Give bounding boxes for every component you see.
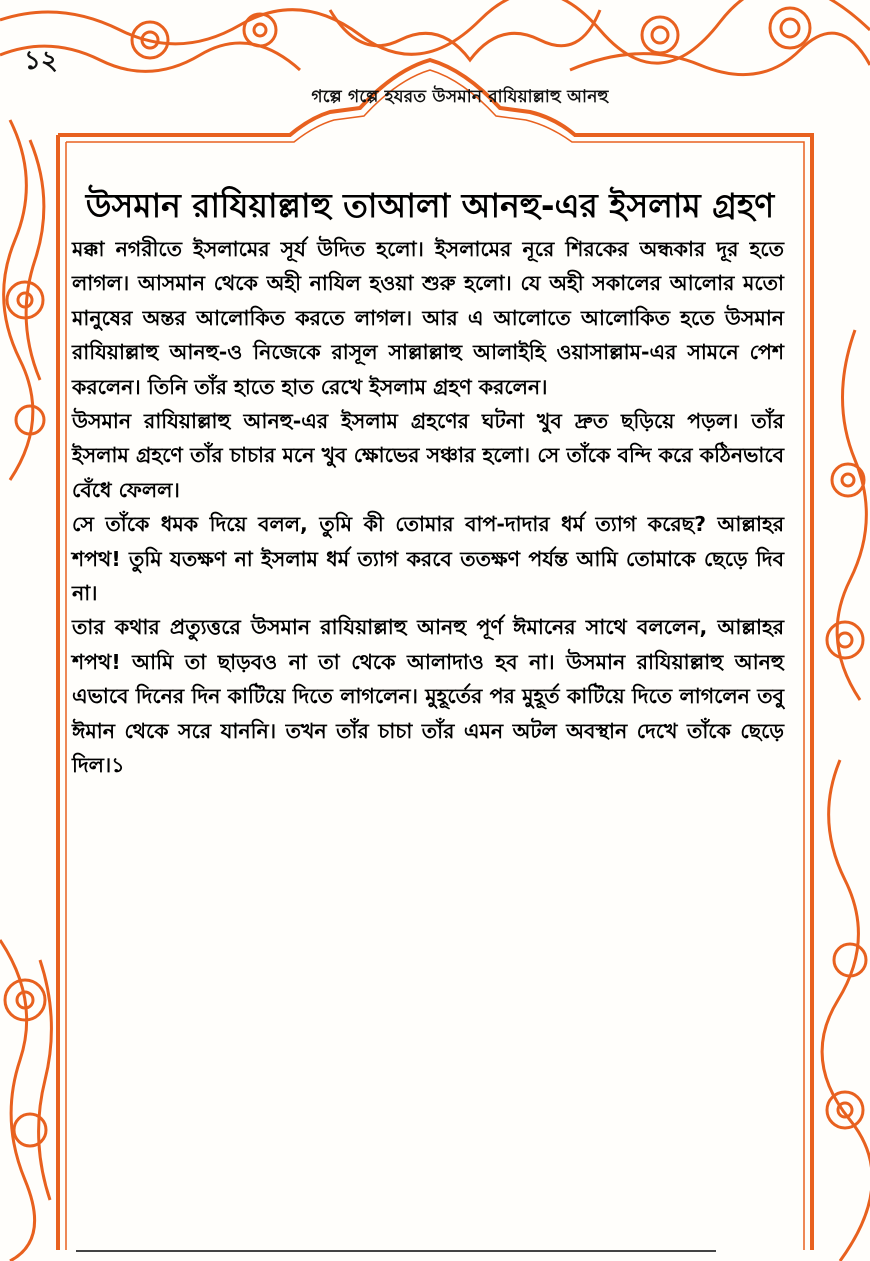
- paragraph-3: সে তাঁকে ধমক দিয়ে বলল, তুমি কী তোমার বাপ-দাদার ধর্ম ত্যাগ করেছ? আল্লাহর শপথ! তুমি যতক্ষণ না ইসলাম ধর্ম ত্যাগ করবে ততক্ষণ পর্যন্ত আমি তোমাকে ছেড়ে দিব না।: [72, 512, 784, 606]
- page-number: ১২: [24, 46, 58, 76]
- paragraph-2: উসমান রাযিয়াল্লাহু আনহু-এর ইসলাম গ্রহণের ঘটনা খুব দ্রুত ছড়িয়ে পড়ল। তাঁর ইসলাম গ্রহণে তাঁর চাচার মনে খুব ক্ষোভের সঞ্চার হলো। সে তাঁকে বন্দি করে কঠিনভাবে বেঁধে ফেলল।: [72, 409, 784, 502]
- article-body: [72, 232, 784, 783]
- article-title: উসমান রাযিয়াল্লাহু তাআলা আনহু-এর ইসলাম গ্রহণ: [85, 186, 775, 225]
- paragraph-1: মক্কা নগরীতে ইসলামের সূর্য উদিত হলো। ইসলামের নূরে শিরকের অন্ধকার দূর হতে লাগল। আসমান থেকে অহী নাযিল হওয়া শুরু হলো। যে অহী সকালের আলোর মতো মানুষের অন্তর আলোকিত করতে লাগল। আর এ আলোতে আলোকিত হতে উসমান রাযিয়াল্লাহু আনহু-ও নিজেকে রাসূল সাল্লাল্লাহু আলাইহি ওয়াসাল্লাম-এর সামনে পেশ করলেন। তিনি তাঁর হাতে হাত রেখে ইসলাম গ্রহণ করলেন।: [72, 237, 784, 399]
- running-head: গল্পে গল্পে হযরত উসমান রাযিয়াল্লাহু আনহু: [311, 87, 609, 107]
- paragraph-4: তার কথার প্রত্যুত্তরে উসমান রাযিয়াল্লাহু আনহু পূর্ণ ঈমানের সাথে বললেন, আল্লাহর শপথ! আমি তা ছাড়বও না তা থেকে আলাদাও হব না। উসমান রাযিয়াল্লাহু আনহু এভাবে দিনের দিন কাটিয়ে দিতে লাগলেন। মুহূর্তের পর মুহূর্ত কাটিয়ে দিতে লাগলেন তবু ঈমান থেকে সরে যাননি। তখন তাঁর চাচা তাঁর এমন অটল অবস্থান দেখে তাঁকে ছেড়ে দিল।১: [72, 615, 784, 778]
- footnote-rule: [76, 1250, 716, 1252]
